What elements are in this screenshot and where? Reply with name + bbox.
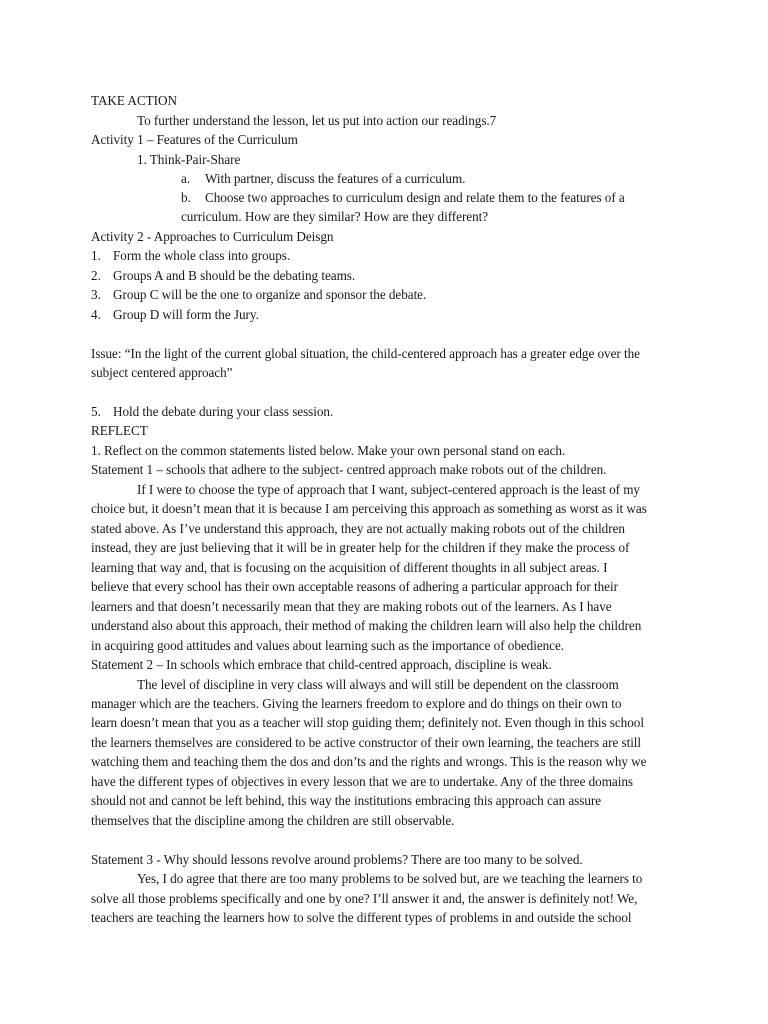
item-a-text: With partner, discuss the features of a curriculum. — [205, 171, 466, 186]
statement-1: Statement 1 – schools that adhere to the subject- centred approach make robots out of the children. — [91, 462, 607, 477]
step-text: Groups A and B should be the debating teams. — [113, 268, 356, 283]
paragraph-line: believe that every school has their own acceptable reasons of adhering a particular approach for their — [91, 579, 618, 594]
issue-text-line2: subject centered approach” — [91, 365, 233, 380]
paragraph-line: solve all those problems specifically and one by one? I’ll answer it and, the answer is definitely not! We, — [91, 891, 638, 906]
paragraph-line: Yes, I do agree that there are too many problems to be solved but, are we teaching the learners to — [137, 871, 643, 886]
paragraph-line: in acquiring good attitudes and values about learning such as the importance of obedience. — [91, 638, 565, 653]
paragraph-line: manager which are the teachers. Giving the learners freedom to explore and do things on their own to — [91, 696, 622, 711]
paragraph-line: stated above. As I’ve understand this approach, they are not actually making robots out of the children — [91, 521, 625, 536]
step-text: Hold the debate during your class session. — [113, 404, 334, 419]
item-b-text-line1: Choose two approaches to curriculum design and relate them to the features of a — [205, 190, 625, 205]
step-text: Group C will be the one to organize and sponsor the debate. — [113, 287, 427, 302]
item-a-marker: a. — [181, 171, 191, 186]
reflect-instruction: 1. Reflect on the common statements listed below. Make your own personal stand on each. — [91, 443, 566, 458]
paragraph-line: understand also about this approach, their method of making the children learn will also help the children — [91, 618, 642, 633]
activity1-title: Activity 1 – Features of the Curriculum — [91, 132, 298, 147]
paragraph-line: The level of discipline in very class will always and will still be dependent on the classroom — [137, 677, 619, 692]
intro-text: To further understand the lesson, let us put into action our readings.7 — [137, 113, 497, 128]
issue-text-line1: Issue: “In the light of the current global situation, the child-centered approach has a greater edge over the — [91, 346, 640, 361]
step-text: Form the whole class into groups. — [113, 248, 291, 263]
paragraph-line: learners and that doesn’t necessarily mean that they are making robots out of the learners. As I have — [91, 599, 612, 614]
paragraph-line: the learners themselves are considered to be active constructor of their own learning, the teachers are still — [91, 735, 642, 750]
step-number: 1. — [91, 248, 101, 263]
paragraph-line: teachers are teaching the learners how to solve the different types of problems in and outside the school — [91, 910, 632, 925]
paragraph-line: have the different types of objectives in every lesson that we are to undertake. Any of the three domains — [91, 774, 633, 789]
take-action-heading: TAKE ACTION — [91, 93, 177, 108]
step-number: 2. — [91, 268, 101, 283]
item-b-marker: b. — [181, 190, 191, 205]
step-number: 4. — [91, 307, 101, 322]
activity2-title: Activity 2 - Approaches to Curriculum Deisgn — [91, 229, 334, 244]
paragraph-line: learn doesn’t mean that you as a teacher will stop guiding them; definitely not. Even though in this school — [91, 715, 644, 730]
paragraph-line: If I were to choose the type of approach that I want, subject-centered approach is the least of my — [137, 482, 640, 497]
paragraph-line: themselves that the discipline among the children are still observable. — [91, 813, 455, 828]
paragraph-line: should not and cannot be left behind, this way the institutions embracing this approach can assure — [91, 793, 602, 808]
paragraph-line: watching them and teaching them the dos and don’ts and the rights and wrongs. This is the reason why we — [91, 754, 647, 769]
paragraph-line: choice but, it doesn’t mean that it is because I am perceiving this approach as something as worst as it was — [91, 501, 647, 516]
reflect-heading: REFLECT — [91, 423, 148, 438]
statement-2: Statement 2 – In schools which embrace that child-centred approach, discipline is weak. — [91, 657, 552, 672]
paragraph-line: learning that way and, that is focusing on the acquisition of different thoughts in all subject areas. I — [91, 560, 608, 575]
paragraph-line: instead, they are just believing that it will be in greater help for the children if they make the process of — [91, 540, 630, 555]
step-number: 5. — [91, 404, 101, 419]
think-pair-share: 1. Think-Pair-Share — [137, 152, 241, 167]
step-text: Group D will form the Jury. — [113, 307, 259, 322]
statement-3: Statement 3 - Why should lessons revolve around problems? There are too many to be solved. — [91, 852, 583, 867]
item-b-text-line2: curriculum. How are they similar? How are they different? — [181, 209, 489, 224]
step-number: 3. — [91, 287, 101, 302]
